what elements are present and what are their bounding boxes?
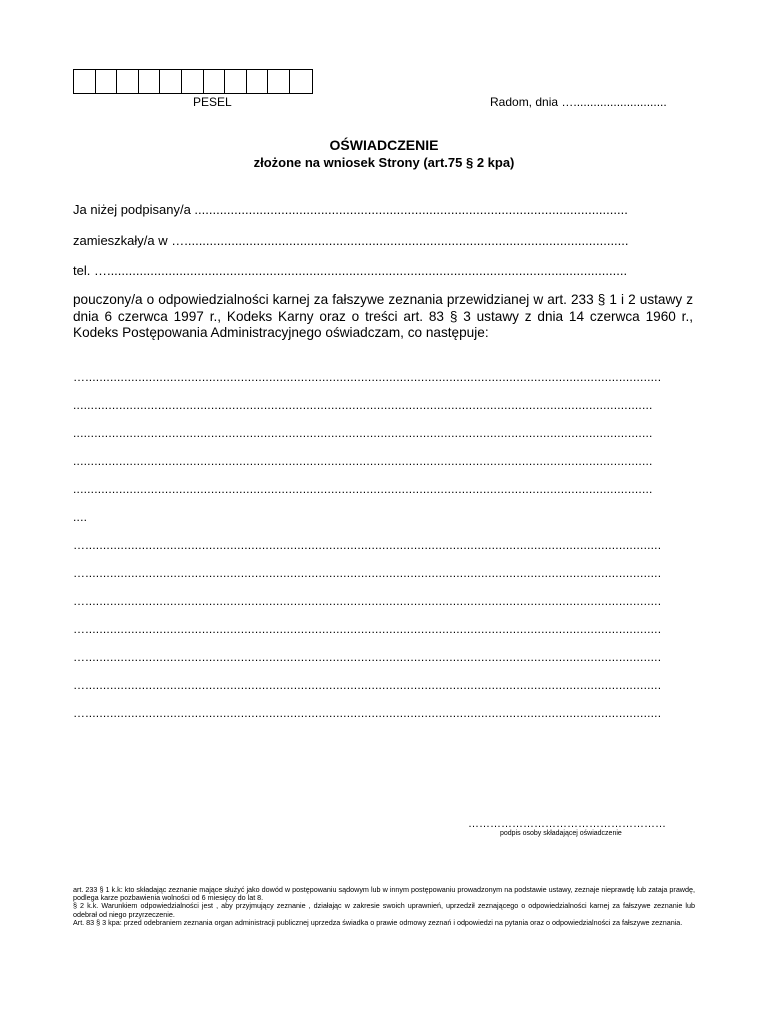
blank-line: …................................................................................................................................................................... [73, 650, 662, 664]
pesel-digit-box[interactable] [96, 70, 118, 93]
pesel-digit-box[interactable] [117, 70, 139, 93]
footnote-art-83: Art. 83 § 3 kpa: przed odebraniem zeznania organ administracji publicznej uprzedza świadka o prawie odmowy zeznań i odpowiedzi na pytania oraz o odpowiedzialności za fałszywe zeznania. [73, 917, 683, 927]
pesel-label: PESEL [193, 95, 232, 109]
pesel-digit-box[interactable] [182, 70, 204, 93]
blank-line: .................................................................................................................................................................... [73, 454, 653, 468]
blank-line: …................................................................................................................................................................... [73, 706, 662, 720]
name-field-line: Ja niżej podpisany/a ........................................................................................................................ [73, 202, 628, 217]
blank-line: .................................................................................................................................................................... [73, 426, 653, 440]
pesel-digit-box[interactable] [74, 70, 96, 93]
blank-line: …................................................................................................................................................................... [73, 538, 662, 552]
pesel-digit-box[interactable] [139, 70, 161, 93]
blank-line: .................................................................................................................................................................... [73, 398, 653, 412]
pesel-digit-box[interactable] [247, 70, 269, 93]
phone-field-line: tel. …................................................................................................................................................ [73, 263, 628, 278]
blank-line: …................................................................................................................................................................... [73, 566, 662, 580]
signature-caption: podpis osoby składającej oświadczenie [500, 830, 622, 837]
pesel-digit-box[interactable] [225, 70, 247, 93]
footnote-art-233: art. 233 § 1 k.k: kto składając zeznanie mające służyć jako dowód w postępowaniu sądowym lub w innym postępowaniu prowadzonym na podstawie ustawy, zeznaje nieprawdę lub zataja prawdę, podlega karze pozbawienia wolności od 6 miesięcy do lat 8. [73, 885, 695, 903]
blank-line: …................................................................................................................................................................... [73, 622, 662, 636]
pesel-digit-box[interactable] [290, 70, 312, 93]
blank-line: .... [73, 510, 88, 524]
footnote-par-2: § 2 k.k. Warunkiem odpowiedzialności jest , aby przyjmujący zeznanie , działając w zakresie swoich uprawnień, uprzedził zeznającego o odpowiedzialności karnej za fałszywe zeznanie lub odebrał od niego przyrzeczenie. [73, 901, 695, 919]
address-field-line: zamieszkały/a w …........................................................................................................................... [73, 233, 629, 248]
date-line: Radom, dnia …............................ [490, 95, 667, 109]
signature-line: ……………………………………………… [468, 818, 666, 830]
blank-line: …................................................................................................................................................................... [73, 370, 662, 384]
pesel-digit-box[interactable] [160, 70, 182, 93]
statement-paragraph: pouczony/a o odpowiedzialności karnej za fałszywe zeznania przewidzianej w art. 233 § 1 i 2 ustawy z dnia 6 czerwca 1997 r., Kodeks Karny oraz o treści art. 83 § 3 ustawy z dnia 14 czerwca 1960 r., Kodeks Postępowania Administracyjnego oświadczam, co następuje: [73, 292, 693, 340]
blank-line: …................................................................................................................................................................... [73, 678, 662, 692]
blank-line: .................................................................................................................................................................... [73, 482, 653, 496]
document-subtitle: złożone na wniosek Strony (art.75 § 2 kpa) [253, 155, 515, 170]
pesel-input-boxes[interactable] [73, 69, 313, 94]
pesel-digit-box[interactable] [268, 70, 290, 93]
blank-line: …................................................................................................................................................................... [73, 594, 662, 608]
pesel-digit-box[interactable] [204, 70, 226, 93]
document-title: OŚWIADCZENIE [329, 137, 439, 153]
legal-footnotes [73, 886, 695, 927]
